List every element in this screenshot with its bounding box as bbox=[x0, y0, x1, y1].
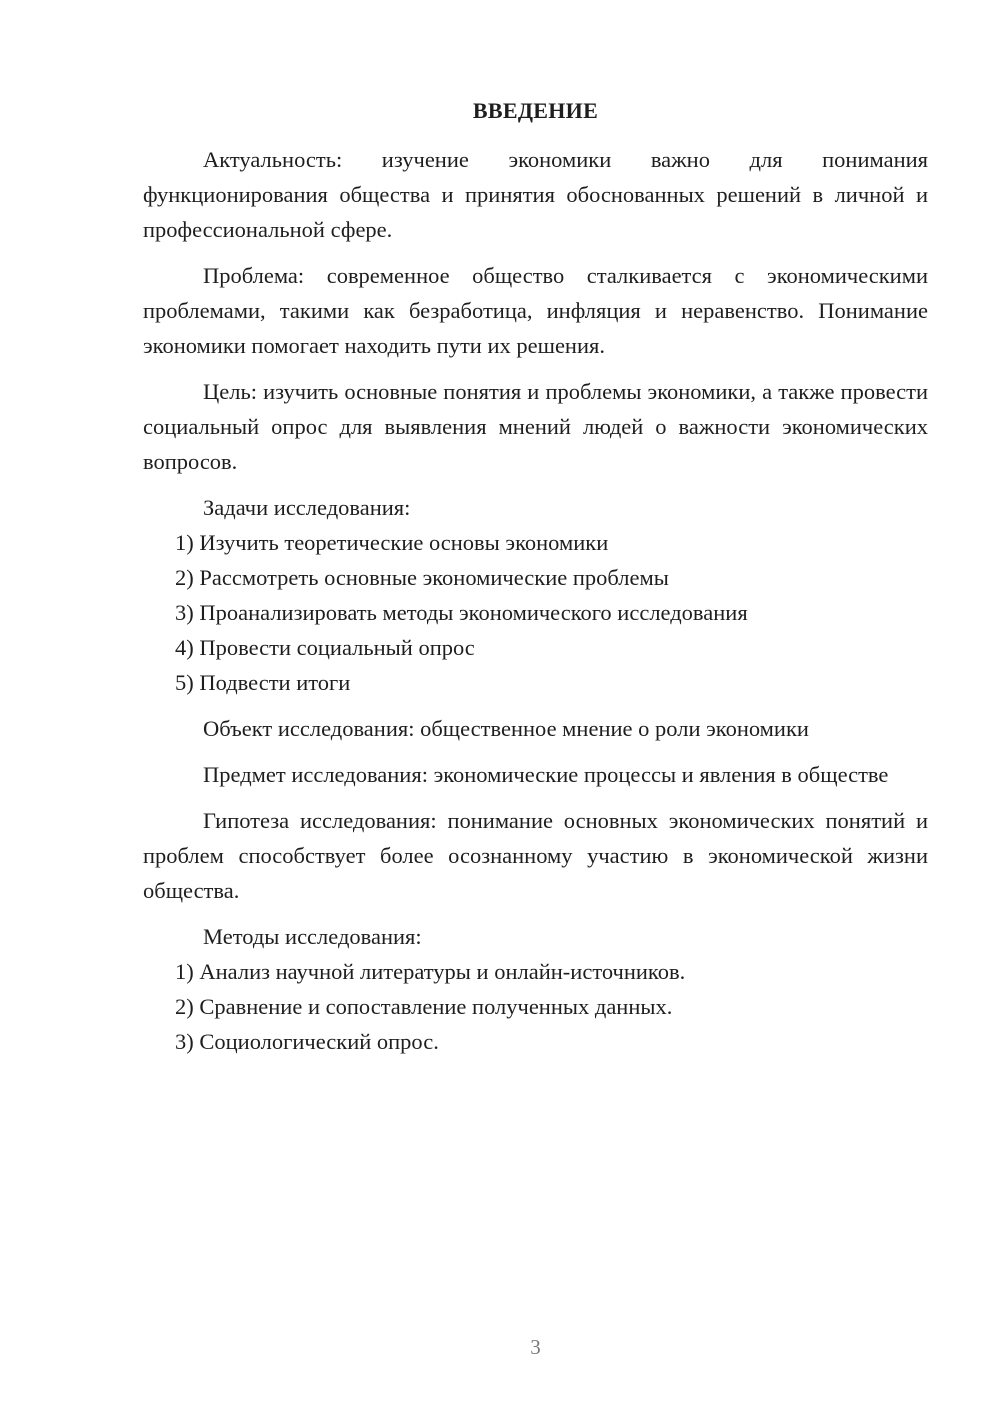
problem-paragraph: Проблема: современное общество сталкивается с экономическими проблемами, такими как безработица, инфляция и неравенство. Понимание экономики помогает находить пути их решения. bbox=[143, 263, 928, 358]
subject-paragraph: Предмет исследования: экономические процессы и явления в обществе bbox=[203, 762, 889, 787]
task-item-1: 1) Изучить теоретические основы экономики bbox=[175, 530, 609, 555]
task-item-4: 4) Провести социальный опрос bbox=[175, 635, 475, 660]
hypothesis-paragraph: Гипотеза исследования: понимание основных экономических понятий и проблем способствует более осознанному участию в экономической жизни общества. bbox=[143, 808, 928, 903]
task-item-5: 5) Подвести итоги bbox=[175, 670, 351, 695]
task-item-2: 2) Рассмотреть основные экономические проблемы bbox=[175, 565, 669, 590]
page-title: ВВЕДЕНИЕ bbox=[472, 98, 599, 123]
object-paragraph: Объект исследования: общественное мнение о роли экономики bbox=[203, 716, 809, 741]
document-page bbox=[143, 0, 928, 1414]
tasks-heading: Задачи исследования: bbox=[203, 495, 411, 520]
method-item-2: 2) Сравнение и сопоставление полученных данных. bbox=[175, 994, 673, 1019]
relevance-paragraph: Актуальность: изучение экономики важно для понимания функционирования общества и принятия обоснованных решений в личной и профессиональной сфере. bbox=[143, 147, 928, 242]
methods-heading: Методы исследования: bbox=[203, 924, 422, 949]
document-body bbox=[143, 142, 928, 1059]
task-item-3: 3) Проанализировать методы экономического исследования bbox=[175, 600, 748, 625]
goal-paragraph: Цель: изучить основные понятия и проблемы экономики, а также провести социальный опрос для выявления мнений людей о важности экономических вопросов. bbox=[143, 379, 928, 474]
method-item-3: 3) Социологический опрос. bbox=[175, 1029, 439, 1054]
method-item-1: 1) Анализ научной литературы и онлайн-источников. bbox=[175, 959, 686, 984]
page-number: 3 bbox=[530, 1335, 541, 1359]
